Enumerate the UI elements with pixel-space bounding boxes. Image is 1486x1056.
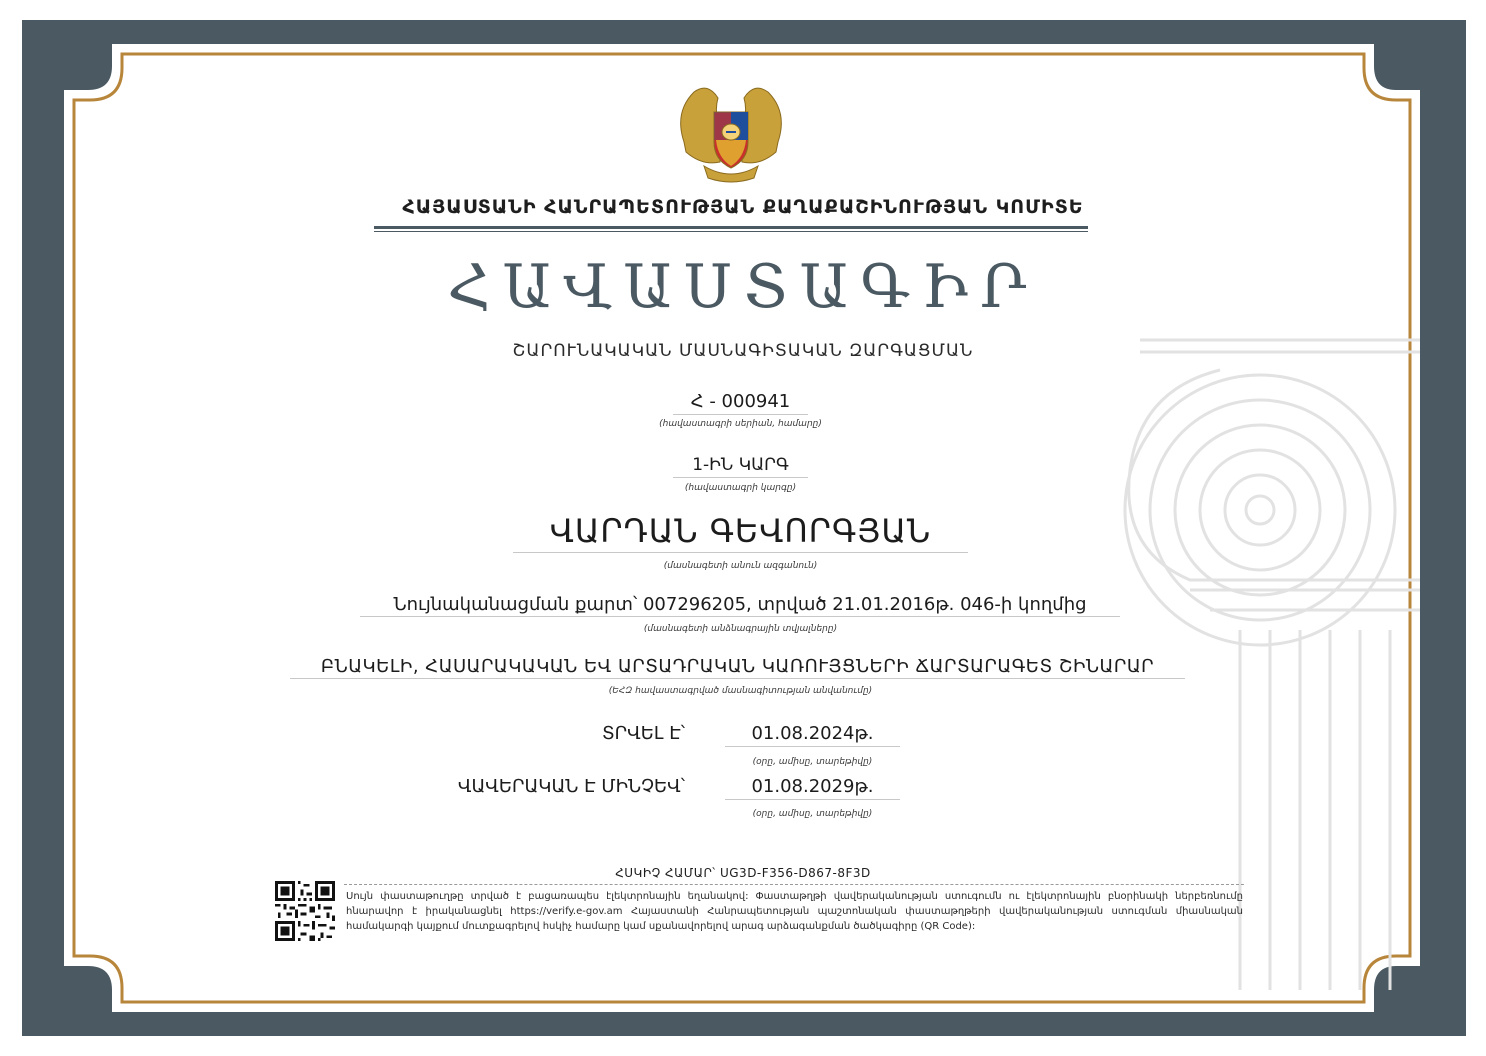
valid-caption: (օրը, ամիսը, տարեթիվը) xyxy=(752,809,873,819)
committee-rule-thin xyxy=(374,231,1088,232)
id-caption: (մասնագետի անձնագրային տվյալները) xyxy=(643,624,838,634)
holder-caption: (մասնագետի անուն ազգանուն) xyxy=(663,561,818,571)
qr-code[interactable] xyxy=(275,881,335,941)
valid-label: ՎԱՎԵՐԱԿԱՆ Է ՄԻՆՉԵՎ՝ xyxy=(457,776,685,797)
committee-name: ՀԱՅԱՍՏԱՆԻ ՀԱՆՐԱՊԵՏՈՒԹՅԱՆ ՔԱՂԱՔԱՇԻՆՈՒԹՅԱՆ ԿՈՄԻՏԵ xyxy=(402,196,1084,218)
specialization: ԲՆԱԿԵԼԻ, ՀԱՍԱՐԱԿԱԿԱՆ ԵՎ ԱՐՏԱԴՐԱԿԱՆ ԿԱՌՈՒՅՑՆԵՐԻ ՃԱՐՏԱՐԱԳԵՏ ՇԻՆԱՐԱՐ xyxy=(290,656,1185,679)
verification-divider xyxy=(344,884,1244,885)
certificate-grade: 1-ԻՆ ԿԱՐԳ xyxy=(673,455,808,478)
committee-rule xyxy=(374,226,1088,229)
issued-date: 01.08.2024թ. xyxy=(725,723,900,747)
verification-text: Սույն փաստաթուղթը տրված է բացառապես էլեկտրոնային եղանակով: Փաստաթղթի վավերականության ստուգումն ու էլեկտրոնային բնօրինակի ներբեռնումը հնարավոր է իրականացնել https://verify.e-gov.am Հայաստանի Հանրապետության պաշտոնական փաստաթղթերի վավերականության ստուգման միասնական համակարգի կայքում մուտքագրելով հսկիչ համարը կամ սքանավորելով արագ արձագանքման ծածկագիրը (QR Code): xyxy=(346,891,1243,932)
series-caption: (հավաստագրի սերիան, համարը) xyxy=(659,419,822,429)
holder-name: ՎԱՐԴԱՆ ԳԵՎՈՐԳՅԱՆ xyxy=(513,512,968,553)
issued-label: ՏՐՎԵԼ Է՝ xyxy=(601,723,685,744)
issued-caption: (օրը, ամիսը, տարեթիվը) xyxy=(752,757,873,767)
series-number: Հ - 000941 xyxy=(673,391,808,415)
specialization-caption: (ԵՀԶ հավաստագրված մասնագիտության անվանումը) xyxy=(608,686,873,696)
id-document: Նույնականացման քարտ՝ 007296205, տրված 21.01.2016թ. 046-ի կողմից xyxy=(360,594,1120,617)
grade-caption: (հավաստագրի կարգը) xyxy=(684,483,797,493)
verification-code: ՀՍԿԻՉ ՀԱՄԱՐ՝ UG3D-F356-D867-8F3D xyxy=(615,866,871,880)
valid-until-date: 01.08.2029թ. xyxy=(725,776,900,800)
certificate-title: ՀԱՎԱՍՏԱԳԻՐ xyxy=(447,252,1039,322)
certificate-subtitle: ՇԱՐՈՒՆԱԿԱԿԱՆ ՄԱՍՆԱԳԻՏԱԿԱՆ ԶԱՐԳԱՑՄԱՆ xyxy=(512,341,974,361)
